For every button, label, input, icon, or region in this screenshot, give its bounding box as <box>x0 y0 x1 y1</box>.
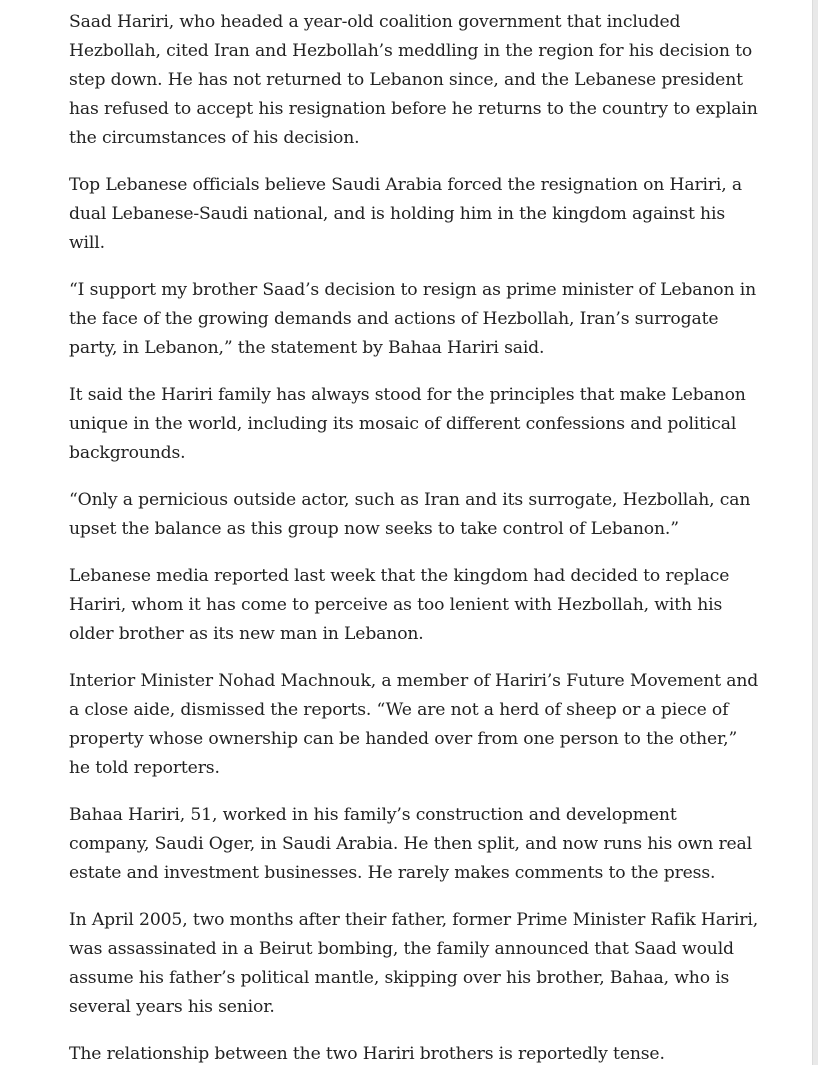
paragraph: Bahaa Hariri, 51, worked in his family’s construction and development company, Saudi Oger, in Saudi Arabia. He then split, and now runs his own real estate and investment businesses. He rarely makes comments to the press. <box>69 805 752 883</box>
paragraph: Top Lebanese officials believe Saudi Arabia forced the resignation on Hariri, a dual Lebanese-Saudi national, and is holding him in the kingdom against his will. <box>69 175 742 253</box>
paragraph: “Only a pernicious outside actor, such as Iran and its surrogate, Hezbollah, can upset the balance as this group now seeks to take control of Lebanon.” <box>69 490 751 539</box>
paragraph: Saad Hariri, who headed a year-old coalition government that included Hezbollah, cited Iran and Hezbollah’s meddling in the region for his decision to step down. He has not returned to Lebanon since, and the Lebanese president has refused to accept his resignation before he returns to the country to explain the circumstances of his decision. <box>69 12 758 148</box>
paragraph: The relationship between the two Hariri brothers is reportedly tense. <box>69 1044 665 1064</box>
scrollbar[interactable] <box>812 0 818 1065</box>
paragraph: In April 2005, two months after their father, former Prime Minister Rafik Hariri, was assassinated in a Beirut bombing, the family announced that Saad would assume his father’s political mantle, skipping over his brother, Bahaa, who is several years his senior. <box>69 910 759 1017</box>
paragraph: Lebanese media reported last week that the kingdom had decided to replace Hariri, whom it has come to perceive as too lenient with Hezbollah, with his older brother as its new man in Lebanon. <box>69 566 730 644</box>
paragraph: It said the Hariri family has always stood for the principles that make Lebanon unique in the world, including its mosaic of different confessions and political backgrounds. <box>69 385 746 463</box>
paragraph: “I support my brother Saad’s decision to resign as prime minister of Lebanon in the face of the growing demands and actions of Hezbollah, Iran’s surrogate party, in Lebanon,” the statement by Bahaa Hariri said. <box>69 280 756 358</box>
article-body <box>69 8 759 1065</box>
paragraph: Interior Minister Nohad Machnouk, a member of Hariri’s Future Movement and a close aide, dismissed the reports. “We are not a herd of sheep or a piece of property whose ownership can be handed over from one person to the other,” he told reporters. <box>69 671 759 778</box>
